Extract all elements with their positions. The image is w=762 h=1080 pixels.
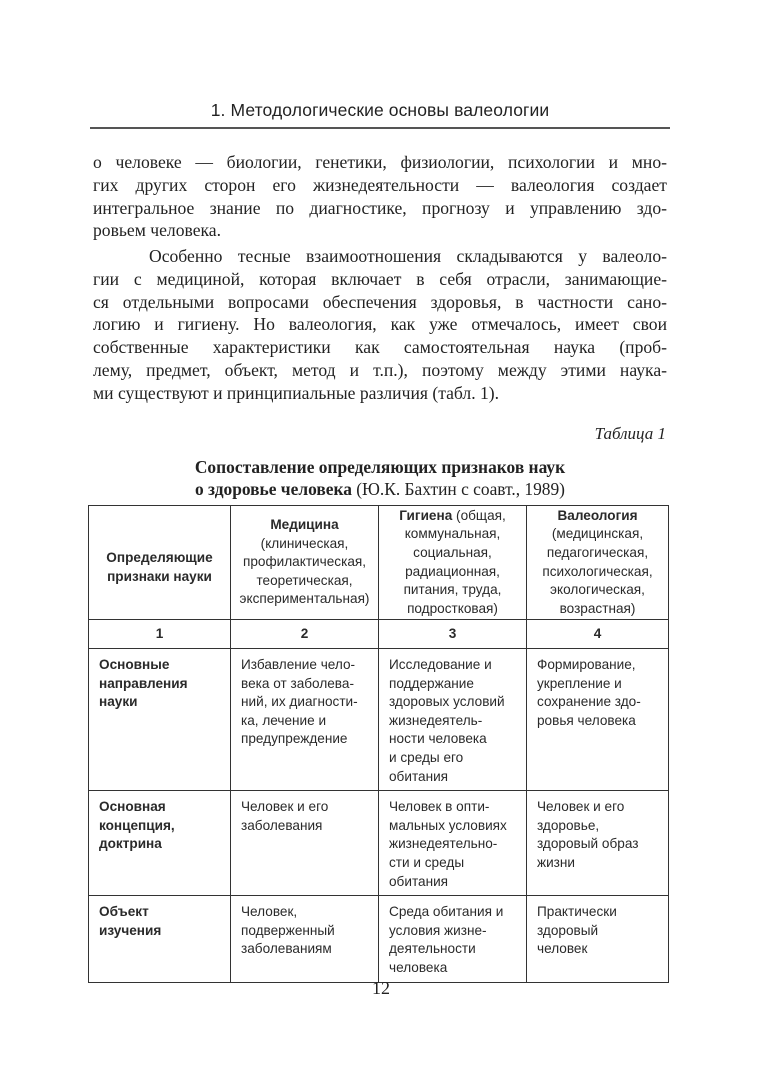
header-medicine: Медицина (клиническая, профилактическая, теоретическая, экспериментальная): [231, 506, 379, 620]
column-number: 3: [379, 620, 527, 649]
header-hygiene: Гигиена (общая, коммунальная, социальная, радиационная, питания, труда, подростковая): [379, 506, 527, 620]
column-number-row: [89, 620, 669, 649]
table-caption: [90, 456, 670, 500]
valeology-cell: Формирование, укрепление и сохранение здо- ровья человека: [527, 649, 669, 791]
text-line: собственные характеристики как самостоятельная наука (проб-: [93, 337, 667, 358]
paragraph-2: [93, 245, 667, 405]
header-rule: [90, 127, 670, 129]
text-line: логию и гигиену. Но валеология, как уже отмечалось, имеет свои: [93, 314, 667, 335]
medicine-cell: Человек, подверженный заболеваниям: [231, 896, 379, 982]
page-number: 12: [372, 978, 390, 998]
text-line: гии с медициной, которая включает в себя отрасли, занимающие-: [93, 268, 667, 289]
caption-title-line1: Сопоставление определяющих признаков наук: [194, 457, 566, 477]
table-header-row: [89, 506, 669, 620]
table-row: [89, 649, 669, 791]
text-line: о человеке — биологии, генетики, физиологии, психологии и мно-: [93, 152, 667, 172]
row-feature-cell: Объект изучения: [89, 896, 231, 982]
header-valeology: Валеология (медицинская, педагогическая, психологическая, экологическая, возрастная): [527, 506, 669, 620]
caption-source: (Ю.К. Бахтин с соавт., 1989): [351, 479, 565, 499]
text-line: ся отдельными вопросами обеспечения здоровья, в частности сано-: [93, 291, 667, 312]
text-line: лему, предмет, объект, метод и т.п.), поэтому между этими наука-: [93, 359, 667, 380]
text-line: ровьем человека.: [93, 220, 222, 241]
table-row: [89, 896, 669, 982]
valeology-cell: Человек и его здоровье, здоровый образ жизни: [527, 791, 669, 896]
valeology-cell: Практически здоровый человек: [527, 896, 669, 982]
column-number: 1: [89, 620, 231, 649]
medicine-cell: Человек и его заболевания: [231, 791, 379, 896]
header-feature: Определяющие признаки науки: [89, 506, 231, 620]
column-number: 4: [527, 620, 669, 649]
row-feature-cell: Основные направления науки: [89, 649, 231, 791]
table-row: [89, 791, 669, 896]
text-line: интегральное знание по диагностике, прогнозу и управлению здо-: [93, 197, 667, 218]
running-header: 1. Методологические основы валеологии: [210, 100, 550, 120]
text-line: ми существуют и принципиальные различия (табл. 1).: [93, 382, 500, 403]
comparison-table: [88, 505, 669, 983]
hygiene-cell: Исследование и поддержание здоровых условий жизнедеятель- ности человека и среды его обитания: [379, 649, 527, 791]
hygiene-cell: Человек в опти- мальных условиях жизнедеятельно- сти и среды обитания: [379, 791, 527, 896]
medicine-cell: Избавление чело- века от заболева- ний, их диагности- ка, лечение и предупреждение: [231, 649, 379, 791]
caption-title-line2: о здоровье человека: [195, 479, 352, 499]
row-feature-cell: Основная концепция, доктрина: [89, 791, 231, 896]
table-label: Таблица 1: [594, 424, 666, 443]
paragraph-1: [93, 151, 667, 242]
text-line: гих других сторон его жизнедеятельности — валеология создает: [93, 174, 667, 195]
text-line: Особенно тесные взаимоотношения складываются у валеоло-: [149, 246, 667, 266]
hygiene-cell: Среда обитания и условия жизне- деятельности человека: [379, 896, 527, 982]
column-number: 2: [231, 620, 379, 649]
